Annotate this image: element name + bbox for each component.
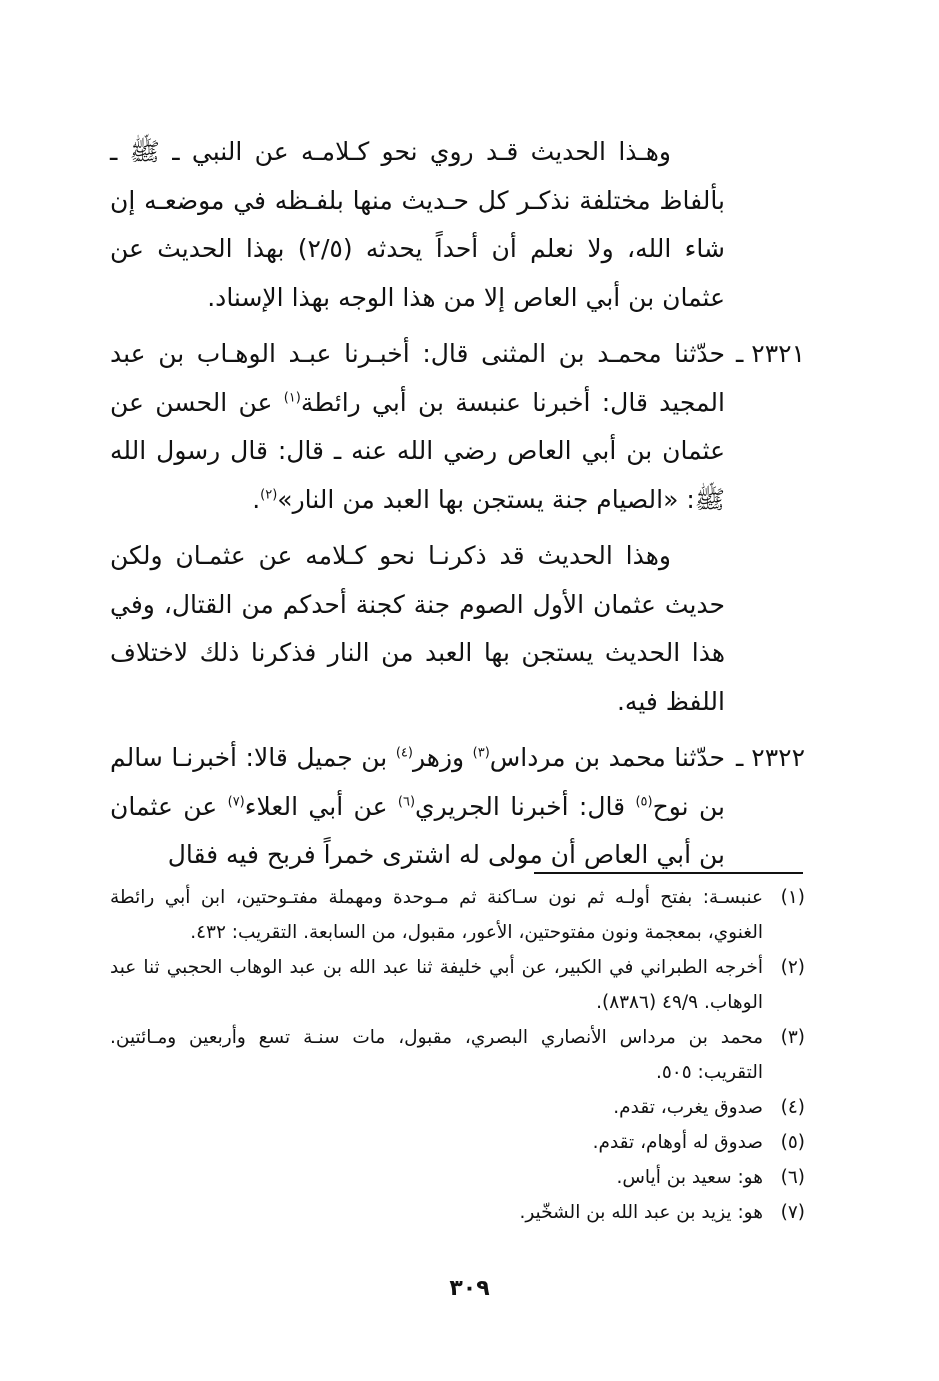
paragraph-commentary-2: وهذا الحديث قد ذكرنـا نحو كـلامه عن عثمـان ولكن حديث عثمان الأول الصوم جنة كجنة أحدكم من القتال، وفي هذا الحديث يستجن بها العبد من النار فذكرنا ذلك لاختلاف اللفظ فيه. [110, 541, 725, 716]
hadith-text: عن الحسن عن عثمان بن أبي العاص رضي الله عنه ـ قال: قال رسول الله ﷺ: «الصيام جنة يستجن بها العبد من النار» [110, 387, 725, 514]
footnote-ref: (٧) [227, 794, 245, 810]
footnote-ref: (٢) [260, 487, 278, 503]
main-text [110, 128, 805, 880]
hadith-2322 [110, 734, 805, 880]
footnote-text: أخرجه الطبراني في الكبير، عن أبي خليفة ثنا عبد الله بن عبد الوهاب الحجبي ثنا عبد الوهاب. ٤٩/٩ (٨٣٨٦). [110, 957, 763, 1013]
page-number: ٣٠٩ [449, 1276, 490, 1301]
hadith-text: حدّثنا محمد بن مرداس [489, 743, 725, 772]
footnote-text: صدوق له أوهام، تقدم. [592, 1132, 763, 1153]
footnote-4 [110, 1090, 805, 1125]
footnote-ref: (٤) [395, 745, 413, 761]
footnote-3 [110, 1020, 805, 1090]
hadith-text: عن عثمان بن أبي العاص أن مولى له اشترى خمراً فربح فيه فقال [110, 791, 725, 869]
footnote-text: صدوق يغرب، تقدم. [613, 1097, 763, 1118]
footnote-number: (٣) [780, 1027, 805, 1048]
hadith-text: . [252, 484, 261, 514]
footnote-text: هو: يزيد بن عبد الله بن الشخّير. [519, 1202, 763, 1223]
hadith-2321 [110, 330, 805, 524]
footnote-ref: (٥) [635, 794, 653, 810]
footnote-text: هو: سعيد بن أياس. [616, 1167, 763, 1188]
footnote-number: (٥) [780, 1132, 805, 1153]
footnote-ref: (١) [283, 390, 301, 406]
footnote-text: عنبسـة: بفتح أولـه ثم نون سـاكنة ثم مـوحدة ومهملة مفتـوحتين، ابن أبي رائطة الغنوي، بمعجمة ونون مفتوحتين، الأعور، مقبول، من السابعة. التقريب: ٤٣٢. [110, 887, 763, 943]
hadith-number: ٢٣٢١ ـ [736, 339, 805, 368]
hadith-text: بن جميل قالا: أخبرنـا سالم بن نوح [110, 743, 725, 821]
hadith-text: قال: أخبرنا الجريري [415, 791, 636, 821]
footnote-1 [110, 880, 805, 950]
footnote-number: (٦) [780, 1167, 805, 1188]
footnote-2 [110, 950, 805, 1020]
footnote-number: (٤) [780, 1097, 805, 1118]
footnotes [110, 880, 805, 1230]
footnote-separator [534, 872, 803, 874]
footnote-number: (٢) [780, 957, 805, 978]
footnote-text: محمد بن مرداس الأنصاري البصري، مقبول، مات سنـة تسع وأربعين ومـائتين. التقريب: ٥٠٥. [110, 1027, 763, 1083]
footnote-6 [110, 1160, 805, 1195]
footnote-number: (١) [780, 887, 805, 908]
hadith-text: عن أبي العلاء [244, 791, 398, 821]
hadith-text: وزهر [412, 743, 473, 772]
hadith-number: ٢٣٢٢ ـ [736, 743, 805, 772]
footnote-number: (٧) [780, 1202, 805, 1223]
footnote-ref: (٣) [472, 745, 490, 761]
hadith-text: حدّثنا محمـد بن المثنى قال: أخبـرنا عبـد الوهـاب بن عبد المجيد قال: أخبرنا عنبسة بن أبي رائطة [110, 339, 725, 417]
footnote-5 [110, 1125, 805, 1160]
footnote-ref: (٦) [397, 794, 416, 810]
footnote-7 [110, 1195, 805, 1230]
paragraph-commentary-1: وهـذا الحديث قـد روي نحو كـلامـه عن النبي ـ ﷺ ـ بألفاظ مختلفة نذكـر كل حـديث منها بلفـظه في موضعـه إن شاء الله، ولا نعلم أن أحداً يحدثه (٢/٥) بهذا الحديث عن عثمان بن أبي العاص إلا من هذا الوجه بهذا الإسناد. [110, 137, 726, 312]
